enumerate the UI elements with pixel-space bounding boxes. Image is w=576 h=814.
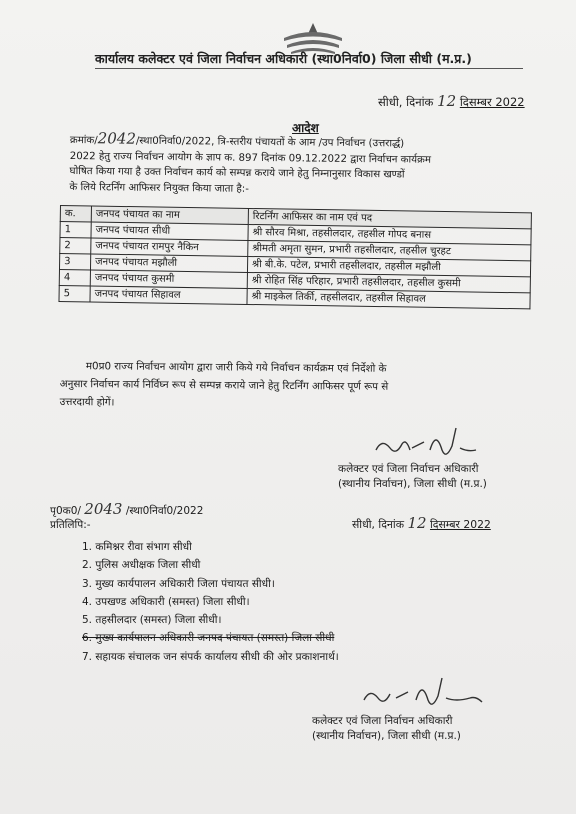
office-title: कार्यालय कलेक्टर एवं जिला निर्वाचन अधिकारी (स्था0निर्वा0) जिला सीधी (म.प्र.) bbox=[95, 51, 472, 66]
order-paragraph bbox=[69, 131, 431, 199]
copy-label: प्रतिलिपि:- bbox=[50, 519, 91, 531]
instruction-line-2: अनुसार निर्वाचन कार्य निर्विघ्न रूप से सम्पन्न कराये जाने हेतु रिटर्निंग आफिसर पूर्ण रूप से bbox=[59, 377, 389, 393]
list-item: 4. उपखण्ड अधिकारी (समस्त) जिला सीधी। bbox=[82, 595, 250, 608]
title-underline bbox=[95, 68, 523, 69]
cell-serial: 4 bbox=[59, 269, 90, 285]
list-item: 2. पुलिस अधीक्षक जिला सीधी bbox=[82, 559, 201, 572]
signature-1-line-2: (स्थानीय निर्वाचन), जिला सीधी (म.प्र.) bbox=[338, 478, 487, 490]
date-prefix: सीधी, दिनांक bbox=[378, 95, 434, 109]
ref-number-handwritten: 2042 bbox=[97, 129, 137, 148]
returning-officer-table bbox=[58, 205, 531, 309]
cell-janpad: जनपद पंचायत मझौली bbox=[90, 254, 247, 272]
cell-janpad: जनपद पंचायत सिहावल bbox=[90, 286, 247, 304]
cell-officer: श्री माइकेल तिर्की, तहसीलदार, तहसील सिहावल bbox=[247, 288, 530, 308]
list-item: 5. तहसीलदार (समस्त) जिला सीधी। bbox=[82, 614, 222, 627]
cell-janpad: जनपद पंचायत कुसमी bbox=[90, 270, 247, 288]
date-handwritten: 12 bbox=[437, 92, 457, 110]
header-officer: रिटर्निंग आफिसर का नाम एवं पद bbox=[248, 208, 531, 228]
signature-1-line-1: कलेक्टर एवं जिला निर्वाचन अधिकारी bbox=[338, 463, 479, 475]
order-line-2: 2022 हेतु राज्य निर्वाचन आयोग के ज्ञाप क. 897 दिनांक 09.12.2022 द्वारा निर्वाचन कार्यक्रम bbox=[69, 150, 432, 166]
signature-1-block bbox=[338, 462, 487, 492]
cell-janpad: जनपद पंचायत रामपुर नैकिन bbox=[91, 238, 248, 256]
copy-ref-suffix: /स्था0निर्वा0/2022 bbox=[125, 505, 204, 517]
cell-janpad: जनपद पंचायत सीधी bbox=[91, 222, 248, 240]
copy-date-handwritten: 12 bbox=[407, 514, 427, 532]
signature-2-block bbox=[312, 714, 461, 744]
copy-date-prefix: सीधी, दिनांक bbox=[352, 518, 405, 531]
header-serial: क. bbox=[60, 206, 91, 222]
order-line-1: त्रि-स्तरीय पंचायतों के आम /उप निर्वाचन (उत्तरार्द्ध) bbox=[217, 136, 405, 150]
cell-officer: श्री सौरव मिश्रा, तहसीलदार, तहसील गोपद बनास bbox=[248, 224, 531, 244]
instruction-paragraph bbox=[60, 357, 389, 414]
copy-date-suffix: दिसम्बर 2022 bbox=[429, 518, 491, 531]
header-janpad: जनपद पंचायत का नाम bbox=[91, 206, 248, 224]
copy-ref-prefix: पृ0क0/ bbox=[50, 505, 81, 517]
cell-serial: 2 bbox=[60, 238, 91, 254]
list-item: 1. कमिश्नर रीवा संभाग सीधी bbox=[82, 541, 192, 553]
cell-officer: श्री रोहित सिंह परिहार, प्रभारी तहसीलदार, तहसील कुसमी bbox=[247, 272, 530, 292]
copy-ref-line bbox=[50, 500, 203, 518]
cell-officer: श्रीमती अमृता सुमन, प्रभारी तहसीलदार, तहसील चुरहट bbox=[248, 240, 531, 260]
date-suffix: दिसम्बर 2022 bbox=[459, 95, 525, 109]
signature-2-line-1: कलेक्टर एवं जिला निर्वाचन अधिकारी bbox=[312, 715, 453, 727]
signature-1-icon bbox=[372, 420, 492, 468]
cell-serial: 5 bbox=[59, 285, 90, 301]
instruction-line-1: म0प्र0 राज्य निर्वाचन आयोग द्वारा जारी किये गये निर्वाचन कार्यक्रम एवं निर्देशो के bbox=[85, 360, 387, 375]
copy-date-line bbox=[352, 514, 491, 532]
cell-serial: 3 bbox=[59, 254, 90, 270]
list-item: 7. सहायक संचालक जन संपर्क कार्यालय सीधी की ओर प्रकाशनार्थ। bbox=[82, 650, 339, 663]
order-date-line bbox=[378, 92, 525, 110]
list-item: 3. मुख्य कार्यपालन अधिकारी जिला पंचायत सीधी। bbox=[82, 577, 275, 590]
signature-2-icon bbox=[360, 672, 490, 716]
signature-2-line-2: (स्थानीय निर्वाचन), जिला सीधी (म.प्र.) bbox=[312, 730, 461, 742]
copy-ref-number-handwritten: 2043 bbox=[84, 500, 123, 518]
list-item: 6. मुख्य कार्यपालन अधिकारी जनपद पंचायत (समस्त) जिला सीधी bbox=[82, 632, 335, 645]
recipient-list bbox=[82, 540, 339, 668]
ref-prefix: क्रमांक/ bbox=[69, 134, 98, 147]
order-line-3: घोषित किया गया है उक्त निर्वाचन कार्य को सम्पन्न कराये जाने हेतु निम्नानुसार विकास खण्डों bbox=[69, 165, 405, 181]
order-line-4: के लिये रिटर्निंग आफिसर नियुक्त किया जाता है:- bbox=[69, 181, 249, 195]
instruction-line-3: उत्तरदायी होगें। bbox=[59, 395, 115, 409]
cell-officer: श्री बी.के. पटेल, प्रभारी तहसीलदार, तहसील मझौली bbox=[247, 256, 530, 276]
order-heading: आदेश bbox=[292, 121, 319, 135]
ref-suffix: /स्था0निर्वा0/2022, bbox=[135, 135, 215, 148]
cell-serial: 1 bbox=[60, 222, 91, 238]
